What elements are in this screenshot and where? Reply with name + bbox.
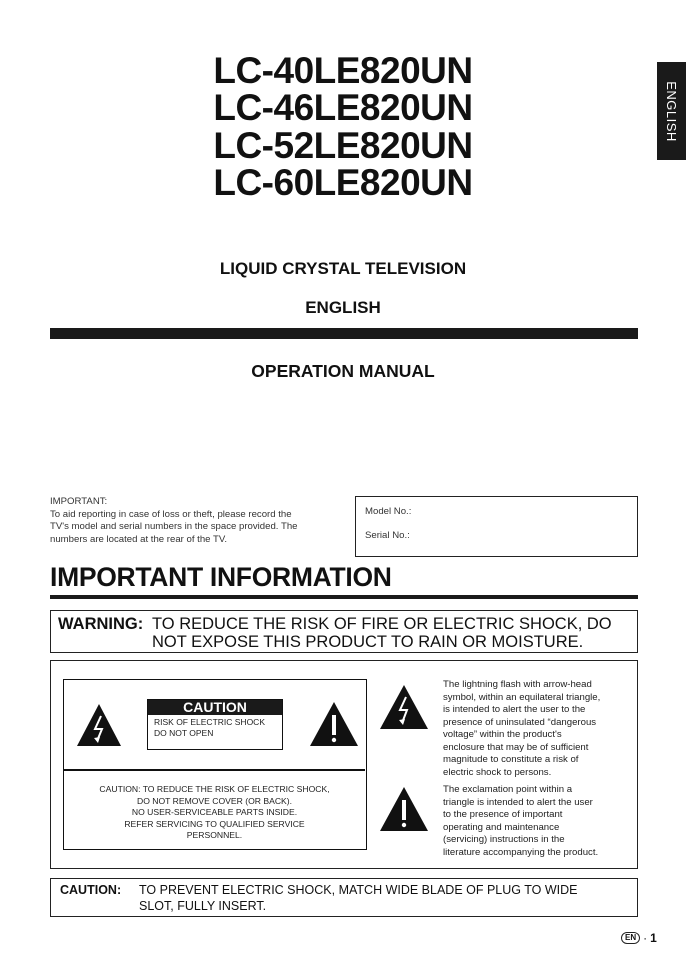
- desc-line: literature accompanying the product.: [443, 846, 599, 858]
- caution-line: PERSONNEL.: [186, 830, 243, 840]
- language-tab: [657, 62, 686, 160]
- desc-line: electric shock to persons.: [443, 766, 552, 778]
- plug-caution-box: [50, 878, 638, 917]
- serial-no-label: Serial No.:: [365, 530, 410, 541]
- model-title-2: LC-46LE820UN: [213, 87, 473, 128]
- desc-line: The lightning flash with arrow-head: [443, 679, 592, 690]
- caution-label-box: [63, 679, 367, 850]
- plug-caution-line: SLOT, FULLY INSERT.: [139, 898, 267, 913]
- desc-line: triangle is intended to alert the user: [443, 796, 593, 808]
- caution-divider: [64, 769, 365, 771]
- caution-line: CAUTION: TO REDUCE THE RISK OF ELECTRIC SHOCK,: [99, 784, 330, 794]
- model-title-1: LC-40LE820UN: [213, 50, 473, 91]
- note-line: To aid reporting in case of loss or theft, please record the: [50, 508, 292, 520]
- desc-line: is intended to alert the user to the: [443, 704, 586, 715]
- exclamation-triangle-icon: [309, 700, 359, 748]
- warning-text: [152, 615, 612, 651]
- caution-sticker: [147, 699, 283, 750]
- desc-line: voltage” within the product's: [443, 729, 562, 740]
- lightning-description: [443, 679, 633, 779]
- plug-caution-text: [139, 883, 578, 914]
- caution-text: [64, 784, 365, 842]
- warning-label: WARNING:: [58, 615, 144, 633]
- desc-line: to the presence of important: [443, 809, 563, 820]
- desc-line: enclosure that may be of sufficient: [443, 741, 589, 753]
- desc-line: symbol, within an equilateral triangle,: [443, 691, 601, 703]
- caution-line: DO NOT REMOVE COVER (OR BACK).: [136, 795, 293, 806]
- desc-line: presence of uninsulated “dangerous: [443, 716, 597, 728]
- exclamation-triangle-icon: [379, 785, 429, 833]
- section-rule: [50, 595, 638, 599]
- caution-sticker-title: CAUTION: [148, 700, 282, 715]
- lightning-triangle-icon: [379, 683, 429, 731]
- desc-line: magnitude to constitute a risk of: [443, 754, 579, 765]
- section-title: IMPORTANT INFORMATION: [50, 562, 392, 592]
- product-type: LIQUID CRYSTAL TELEVISION: [219, 259, 467, 278]
- desc-line: operating and maintenance: [443, 821, 560, 833]
- model-title-3: LC-52LE820UN: [213, 125, 473, 166]
- manual-title: OPERATION MANUAL: [251, 361, 435, 381]
- exclamation-description: [443, 784, 633, 859]
- warning-box: [50, 610, 638, 653]
- warning-line: NOT EXPOSE THIS PRODUCT TO RAIN OR MOISTURE.: [152, 633, 584, 651]
- page-number-value: 1: [650, 931, 657, 945]
- record-box: [355, 496, 638, 557]
- note-line: numbers are located at the rear of the TV.: [50, 533, 228, 545]
- caution-sticker-line: DO NOT OPEN: [154, 728, 214, 738]
- divider-bar: [50, 328, 638, 339]
- caution-sticker-line: RISK OF ELECTRIC SHOCK: [154, 717, 265, 727]
- plug-caution-label: CAUTION:: [60, 883, 122, 897]
- model-no-label: Model No.:: [365, 506, 412, 517]
- important-note: [50, 496, 350, 546]
- caution-line: NO USER-SERVICEABLE PARTS INSIDE.: [131, 807, 298, 817]
- language-tab-label: ENGLISH: [664, 80, 680, 142]
- note-line: TV's model and serial numbers in the space provided. The: [50, 521, 298, 532]
- page-separator: ·: [643, 931, 648, 945]
- desc-line: The exclamation point within a: [443, 784, 573, 795]
- symbols-box: [50, 660, 638, 869]
- model-title-4: LC-60LE820UN: [213, 162, 473, 203]
- desc-line: (servicing) instructions in the: [443, 834, 565, 845]
- language-label: ENGLISH: [305, 298, 381, 317]
- en-badge-icon: EN: [621, 932, 640, 944]
- lightning-triangle-icon: [76, 702, 122, 748]
- warning-line: TO REDUCE THE RISK OF FIRE OR ELECTRIC SHOCK, DO: [152, 615, 612, 633]
- plug-caution-line: TO PREVENT ELECTRIC SHOCK, MATCH WIDE BLADE OF PLUG TO WIDE: [139, 883, 578, 897]
- page-number: [621, 931, 657, 945]
- note-heading: IMPORTANT:: [50, 496, 108, 507]
- caution-line: REFER SERVICING TO QUALIFIED SERVICE: [124, 818, 305, 829]
